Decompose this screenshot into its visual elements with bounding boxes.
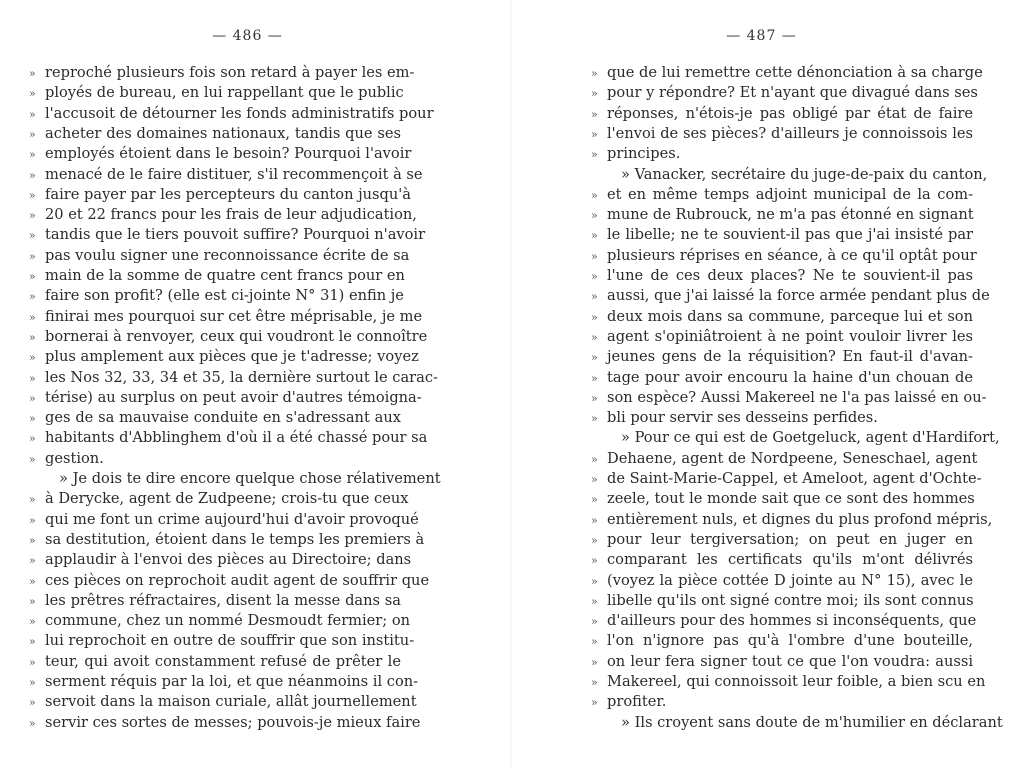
text-line (591, 631, 973, 651)
line-text: » Vanacker, secrétaire du juge-de-paix du canton, (621, 165, 988, 183)
line-text: teur, qui avoit constamment refusé de prêter le (45, 652, 401, 670)
quote-mark: » (29, 351, 36, 365)
line-text: mune de Rubrouck, ne m'a pas étonné en signant (607, 206, 974, 224)
line-text: libelle qu'ils ont signé contre moi; ils sont connus (607, 591, 974, 609)
text-line (591, 571, 973, 591)
line-text: » Je dois te dire encore quelque chose rélativement (59, 470, 441, 487)
text-line (29, 550, 412, 570)
line-text: servir ces sortes de messes; pouvois-je mieux faire (45, 713, 421, 731)
quote-mark: » (591, 696, 598, 710)
line-text: profiter. (607, 693, 667, 711)
text-line (29, 489, 409, 509)
line-text: le libelle; ne te souvient-il pas que j'ai insisté par (607, 226, 973, 244)
line-text: acheter des domaines nationaux, tandis que ses (45, 124, 401, 142)
text-line (29, 104, 434, 124)
line-text: reproché plusieurs fois son retard à payer les em- (45, 64, 415, 81)
line-text: servoit dans la maison curiale, allât journellement (45, 693, 417, 711)
quote-mark: » (29, 412, 36, 426)
text-line (29, 246, 410, 266)
line-text: » Pour ce qui est de Goetgeluck, agent d'Hardifort, (621, 429, 1000, 447)
text-line (29, 388, 422, 408)
text-line (29, 591, 401, 611)
quote-mark: » (591, 655, 598, 669)
text-line (29, 368, 438, 388)
quote-mark: » (29, 493, 36, 507)
line-text: (voyez la pièce cottée D jointe au N° 15), avec le (607, 571, 973, 589)
line-text: jeunes gens de la réquisition? En faut-il d'avan- (607, 348, 973, 366)
line-text: 20 et 22 francs pour les frais de leur adjudication, (45, 206, 417, 224)
right-page (511, 0, 1022, 768)
line-text: bli pour servir ses desseins perfides. (607, 409, 878, 427)
quote-mark: » (591, 67, 598, 80)
quote-mark: » (29, 249, 36, 263)
line-text: pour leur tergiversation; on peut en juger en (607, 530, 973, 548)
line-text: ployés de bureau, en lui rappellant que le public (45, 84, 404, 102)
text-line (591, 165, 988, 185)
quote-mark: » (29, 432, 36, 446)
line-text: les Nos 32, 33, 34 et 35, la dernière surtout le carac- (45, 368, 438, 386)
line-text: de Saint-Marie-Cappel, et Ameloot, agent d'Ochte- (607, 470, 982, 487)
text-line (29, 307, 423, 327)
text-line (591, 63, 983, 83)
text-line (29, 692, 417, 712)
line-text: qui me font un crime aujourd'hui d'avoir provoqué (45, 510, 419, 528)
line-text: Makereel, qui connoissoit leur foible, a bien scu en (607, 673, 986, 690)
line-text: applaudir à l'envoi des pièces au Directoire; dans (45, 551, 412, 569)
quote-mark: » (29, 290, 36, 304)
line-text: l'on n'ignore pas qu'à l'ombre d'une bouteille, (607, 632, 973, 650)
quote-mark: » (591, 229, 598, 243)
line-text: deux mois dans sa commune, parceque lui et son (607, 307, 973, 325)
quote-mark: » (591, 391, 598, 405)
quote-mark: » (29, 148, 36, 162)
quote-mark: » (591, 209, 598, 223)
quote-mark: » (591, 290, 598, 304)
quote-mark: » (591, 330, 598, 344)
quote-mark: » (591, 107, 598, 121)
line-text: » Ils croyent sans doute de m'humilier en déclarant (621, 713, 1003, 731)
quote-mark: » (591, 371, 598, 385)
text-line (591, 327, 973, 347)
text-line (591, 286, 990, 306)
quote-mark: » (591, 148, 598, 162)
line-text: serment réquis par la loi, et que néanmoins il con- (45, 673, 419, 690)
text-line (29, 449, 401, 469)
quote-mark: » (29, 229, 36, 243)
text-line (591, 591, 973, 611)
quote-mark: » (29, 716, 36, 730)
quote-mark: » (591, 473, 598, 486)
line-text: habitants d'Abblinghem d'où il a été chassé pour sa (45, 429, 428, 447)
quote-mark: » (29, 513, 36, 527)
line-text: principes. (607, 145, 681, 163)
line-text: agent s'opiniâtroient à ne point vouloir livrer les (607, 327, 973, 345)
quote-mark: » (29, 371, 36, 385)
text-line (29, 652, 401, 672)
text-line (29, 530, 425, 550)
line-text: et en même temps adjoint municipal de la com- (607, 185, 973, 203)
text-line (591, 530, 973, 550)
line-text: gestion. (45, 449, 104, 467)
line-text: que de lui remettre cette dénonciation à sa charge (607, 64, 983, 81)
text-line (29, 225, 426, 245)
quote-mark: » (29, 452, 36, 466)
line-text: faire son profit? (elle est ci-jointe N° 31) enfin je (45, 287, 404, 305)
page-number: — 487 — (726, 28, 797, 44)
quote-mark: » (29, 209, 36, 223)
line-text: plus amplement aux pièces que je t'adresse; voyez (45, 348, 419, 366)
line-text: ces pièces on reprochoit audit agent de souffrir que (45, 571, 430, 589)
line-text: finirai mes pourquoi sur cet être méprisable, je me (45, 307, 423, 325)
line-text: employés étoient dans le besoin? Pourquoi l'avoir (45, 145, 412, 163)
line-text: entièrement nuls, et dignes du plus profond mépris, (607, 510, 993, 528)
quote-mark: » (29, 67, 36, 80)
quote-mark: » (29, 615, 36, 629)
text-line (591, 510, 993, 530)
quote-mark: » (591, 594, 598, 608)
text-line (29, 205, 417, 225)
quote-mark: » (591, 635, 598, 649)
text-line (29, 571, 430, 591)
line-text: plusieurs réprises en séance, à ce qu'il optât pour (607, 246, 977, 264)
line-text: l'envoi de ses pièces? d'ailleurs je connoissois les (607, 124, 973, 142)
text-line (29, 469, 441, 489)
line-text: son espèce? Aussi Makereel ne l'a pas laissé en ou- (607, 388, 987, 406)
line-text: on leur fera signer tout ce que l'on voudra: aussi (607, 652, 973, 670)
quote-mark: » (29, 554, 36, 568)
quote-mark: » (591, 493, 598, 507)
quote-mark: » (29, 270, 36, 283)
text-line (591, 489, 973, 509)
line-text: sa destitution, étoient dans le temps les premiers à (45, 530, 425, 548)
line-text: ges de sa mauvaise conduite en s'adressant aux (45, 409, 401, 427)
text-line (29, 83, 404, 103)
quote-mark: » (29, 574, 36, 588)
text-line (591, 185, 973, 205)
page-number: — 486 — (212, 28, 283, 44)
quote-mark: » (591, 249, 598, 263)
quote-mark: » (591, 270, 598, 283)
quote-mark: » (591, 452, 598, 466)
quote-mark: » (591, 513, 598, 527)
text-line (29, 144, 412, 164)
quote-mark: » (29, 533, 36, 547)
line-text: térise) au surplus on peut avoir d'autres témoigna- (45, 388, 422, 406)
quote-mark: » (29, 107, 36, 121)
text-line (591, 266, 973, 286)
line-text: tandis que le tiers pouvoit suffire? Pourquoi n'avoir (45, 226, 426, 244)
line-text: lui reprochoit en outre de souffrir que son institu- (45, 632, 415, 650)
line-text: faire payer par les percepteurs du canton jusqu'à (45, 185, 411, 203)
line-text: bornerai à renvoyer, ceux qui voudront le connoître (45, 327, 428, 345)
text-line (591, 246, 977, 266)
quote-mark: » (591, 615, 598, 629)
quote-mark: » (591, 533, 598, 547)
quote-mark: » (29, 310, 36, 324)
text-line (29, 672, 419, 692)
quote-mark: » (29, 635, 36, 649)
text-line (29, 428, 428, 448)
line-text: comparant les certificats qu'ils m'ont délivrés (607, 551, 973, 569)
text-line (591, 225, 973, 245)
quote-mark: » (591, 127, 598, 141)
quote-mark: » (29, 594, 36, 608)
text-line (29, 286, 404, 306)
text-line (591, 713, 1003, 733)
quote-mark: » (591, 574, 598, 588)
line-text: pour y répondre? Et n'ayant que divagué dans ses (607, 84, 978, 102)
text-line (591, 124, 973, 144)
line-text: commune, chez un nommé Desmoudt fermier; on (45, 612, 411, 630)
text-line (29, 124, 401, 144)
text-line (591, 408, 973, 428)
line-text: d'ailleurs pour des hommes si inconséquents, que (607, 612, 977, 630)
text-line (591, 388, 987, 408)
text-line (591, 307, 973, 327)
text-line (591, 449, 978, 469)
quote-mark: » (591, 87, 598, 101)
text-line (591, 469, 982, 489)
text-line (591, 368, 973, 388)
line-text: Dehaene, agent de Nordpeene, Seneschael, agent (607, 449, 978, 467)
quote-mark: » (29, 391, 36, 405)
quote-mark: » (591, 310, 598, 324)
text-line (29, 408, 401, 428)
text-line (29, 165, 423, 185)
quote-mark: » (29, 330, 36, 344)
line-text: l'accusoit de détourner les fonds administratifs pour (45, 104, 434, 122)
line-text: l'une de ces deux places? Ne te souvient-il pas (607, 267, 973, 284)
text-line (29, 185, 411, 205)
text-line (29, 611, 411, 631)
quote-mark: » (29, 655, 36, 669)
line-text: aussi, que j'ai laissé la force armée pendant plus de (607, 287, 990, 305)
text-line (29, 713, 421, 733)
quote-mark: » (29, 168, 36, 182)
quote-mark: » (591, 676, 598, 689)
line-text: à Derycke, agent de Zudpeene; crois-tu que ceux (45, 490, 409, 508)
quote-mark: » (29, 676, 36, 689)
line-text: menacé de le faire distituer, s'il recommençoit à se (45, 165, 423, 183)
line-text: main de la somme de quatre cent francs pour en (45, 267, 405, 284)
quote-mark: » (29, 87, 36, 101)
text-line (591, 652, 973, 672)
line-text: tage pour avoir encouru la haine d'un chouan de (607, 368, 973, 386)
text-line (591, 347, 973, 367)
text-line (29, 266, 405, 286)
text-line (29, 510, 419, 530)
text-line (591, 611, 977, 631)
quote-mark: » (591, 188, 598, 202)
quote-mark: » (591, 554, 598, 568)
quote-mark: » (29, 127, 36, 141)
text-line (29, 327, 428, 347)
text-line (29, 347, 419, 367)
quote-mark: » (591, 351, 598, 365)
text-line (591, 428, 1000, 448)
quote-mark: » (29, 696, 36, 710)
text-line (29, 631, 415, 651)
text-line (591, 550, 973, 570)
line-text: zeele, tout le monde sait que ce sont des hommes (607, 490, 975, 508)
text-line (591, 672, 986, 692)
line-text: les prêtres réfractaires, disent la messe dans sa (45, 591, 401, 609)
text-line (591, 83, 978, 103)
text-line (591, 205, 973, 225)
text-line (591, 104, 973, 124)
quote-mark: » (591, 412, 598, 426)
line-text: réponses, n'étois-je pas obligé par état de faire (607, 104, 973, 122)
text-line (591, 692, 973, 712)
quote-mark: » (29, 188, 36, 202)
text-line (591, 144, 973, 164)
text-line (29, 63, 415, 83)
line-text: pas voulu signer une reconnoissance écrite de sa (45, 246, 410, 264)
